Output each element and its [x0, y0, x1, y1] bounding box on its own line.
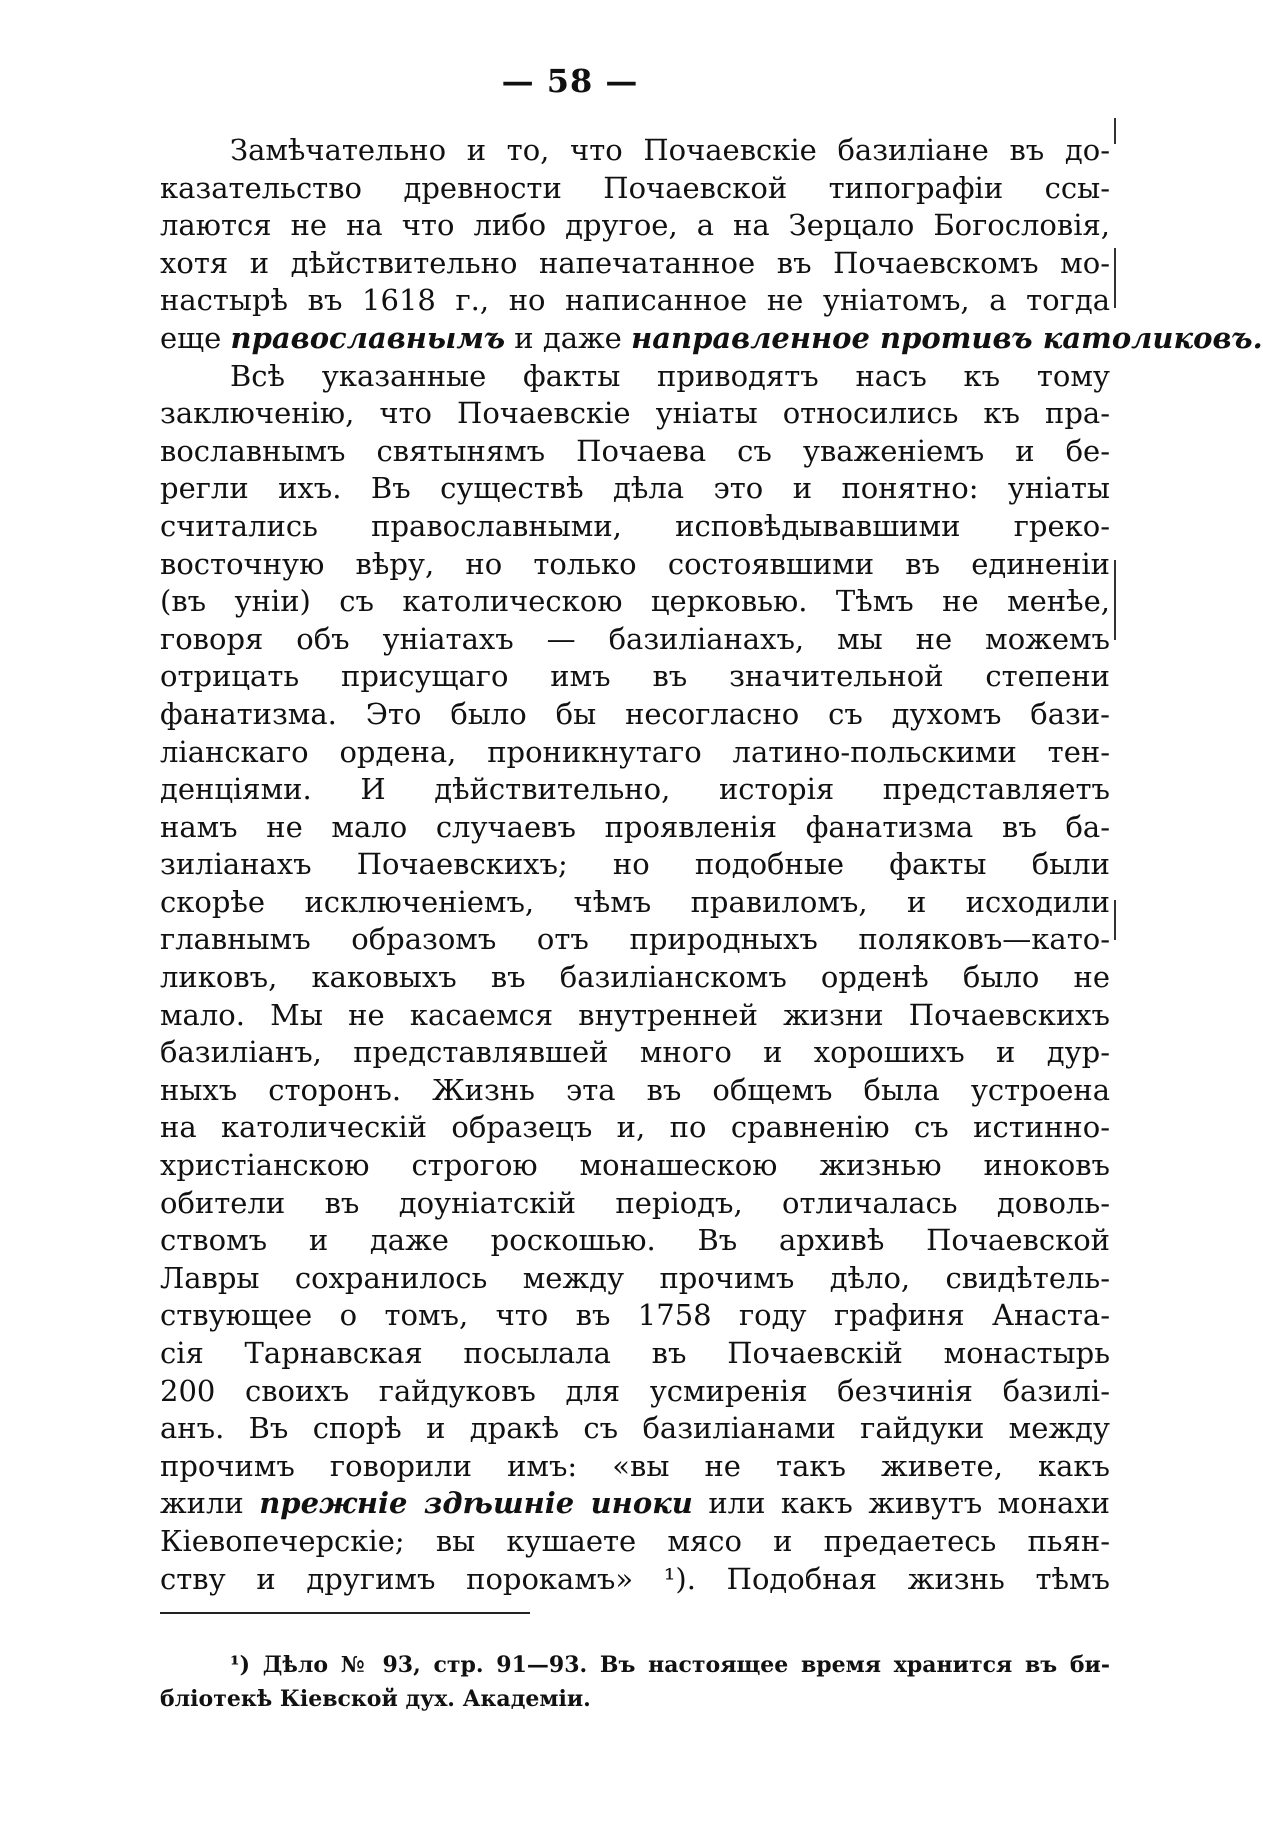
footnote-line: ¹) Дѣло № 93, стр. 91—93. Въ настоящее время хранится въ би- — [230, 1652, 1110, 1678]
text-line — [160, 1485, 1110, 1523]
text-line: мало. Мы не касаемся внутренней жизни Почаевскихъ — [160, 997, 1110, 1032]
text-line: главнымъ образомъ отъ природныхъ поляковъ—като- — [160, 922, 1110, 957]
text-line: казательство древности Почаевской типографіи ссы- — [160, 170, 1110, 205]
text-line: 200 своихъ гайдуковъ для усмиренія безчинія базилі- — [160, 1373, 1110, 1408]
margin-mark — [1114, 560, 1116, 640]
text-line: ныхъ сторонъ. Жизнь эта въ общемъ была устроена — [160, 1072, 1110, 1107]
body-text — [160, 132, 1263, 1598]
text-line: денціями. И дѣйствительно, исторія представляетъ — [160, 772, 1110, 807]
text-line — [160, 320, 1263, 358]
text-line: обители въ доуніатскій періодъ, отличалась доволь- — [160, 1185, 1110, 1220]
emphasis-text: прежніе здѣшніе иноки — [259, 1486, 693, 1521]
margin-mark — [1114, 248, 1116, 308]
text-line: считались православными, исповѣдывавшими греко- — [160, 508, 1110, 543]
text-line: ствомъ и даже роскошью. Въ архивѣ Почаевской — [160, 1223, 1110, 1258]
text-line: настырѣ въ 1618 г., но написанное не уніатомъ, а тогда — [160, 283, 1110, 318]
footnote-divider — [160, 1612, 530, 1614]
text-run: жили — [160, 1486, 260, 1521]
text-line: заключенію, что Почаевскіе уніаты относились къ пра- — [160, 396, 1110, 431]
text-line: сія Тарнавская посылала въ Почаевскій монастырь — [160, 1336, 1110, 1370]
text-line: скорѣе исключеніемъ, чѣмъ правиломъ, и исходили — [160, 884, 1110, 919]
text-line: Кіевопечерскіе; вы кушаете мясо и предаетесь пьян- — [160, 1523, 1110, 1558]
text-line: ліанскаго ордена, проникнутаго латино-польскими тен- — [160, 734, 1110, 769]
footnotes — [160, 1648, 1110, 1716]
text-run: и даже — [505, 320, 632, 355]
text-line: христіанскою строгою монашескою жизнью иноковъ — [160, 1148, 1110, 1183]
text-line: регли ихъ. Въ существѣ дѣла это и понятно: уніаты — [160, 471, 1110, 506]
text-line: зиліанахъ Почаевскихъ; но подобные факты были — [160, 847, 1110, 882]
text-line: говоря объ уніатахъ — базиліанахъ, мы не можемъ — [160, 621, 1110, 656]
text-line: хотя и дѣйствительно напечатанное въ Почаевскомъ мо- — [160, 245, 1110, 280]
text-line: ликовъ, каковыхъ въ базиліанскомъ орденѣ было не — [160, 960, 1110, 995]
text-line: фанатизма. Это было бы несогласно съ духомъ бази- — [160, 696, 1110, 731]
margin-mark — [1114, 118, 1116, 144]
text-line: Всѣ указанные факты приводятъ насъ къ тому — [230, 358, 1110, 393]
text-run: еще — [160, 320, 231, 355]
footnote-line: бліотекѣ Кіевской дух. Академіи. — [160, 1686, 591, 1712]
text-line: лаются не на что либо другое, а на Зерцало Богословія, — [160, 208, 1110, 243]
emphasis-text: направленное противъ католиковъ. — [631, 320, 1263, 355]
text-line: намъ не мало случаевъ проявленія фанатизма въ ба- — [160, 809, 1110, 844]
text-line: на католическій образецъ и, по сравненію съ истинно- — [160, 1110, 1110, 1145]
text-line: (въ уніи) съ католическою церковью. Тѣмъ не менѣе, — [160, 584, 1110, 619]
text-line: прочимъ говорили имъ: «вы не такъ живете, какъ — [160, 1448, 1110, 1483]
text-line: анъ. Въ спорѣ и дракѣ съ базиліанами гайдуки между — [160, 1411, 1110, 1446]
text-line: ствующее о томъ, что въ 1758 году графиня Анаста- — [160, 1298, 1110, 1333]
text-line: Лавры сохранилось между прочимъ дѣло, свидѣтель- — [160, 1260, 1110, 1295]
text-line: восточную вѣру, но только состоявшими въ единеніи — [160, 546, 1110, 581]
text-line: базиліанъ, представлявшей много и хорошихъ и дур- — [160, 1035, 1110, 1070]
text-line: отрицать присущаго имъ въ значительной степени — [160, 659, 1110, 694]
text-line: вославнымъ святынямъ Почаева съ уваженіемъ и бе- — [160, 433, 1110, 468]
margin-mark — [1114, 900, 1116, 940]
emphasis-text: православнымъ — [230, 320, 506, 355]
page-number: — 58 — — [501, 62, 639, 100]
text-line: Замѣчательно и то, что Почаевскіе базиліане въ до- — [230, 133, 1110, 167]
text-line: ству и другимъ порокамъ» ¹). Подобная жизнь тѣмъ — [160, 1561, 1110, 1596]
text-run: или какъ живутъ монахи — [692, 1486, 1110, 1521]
